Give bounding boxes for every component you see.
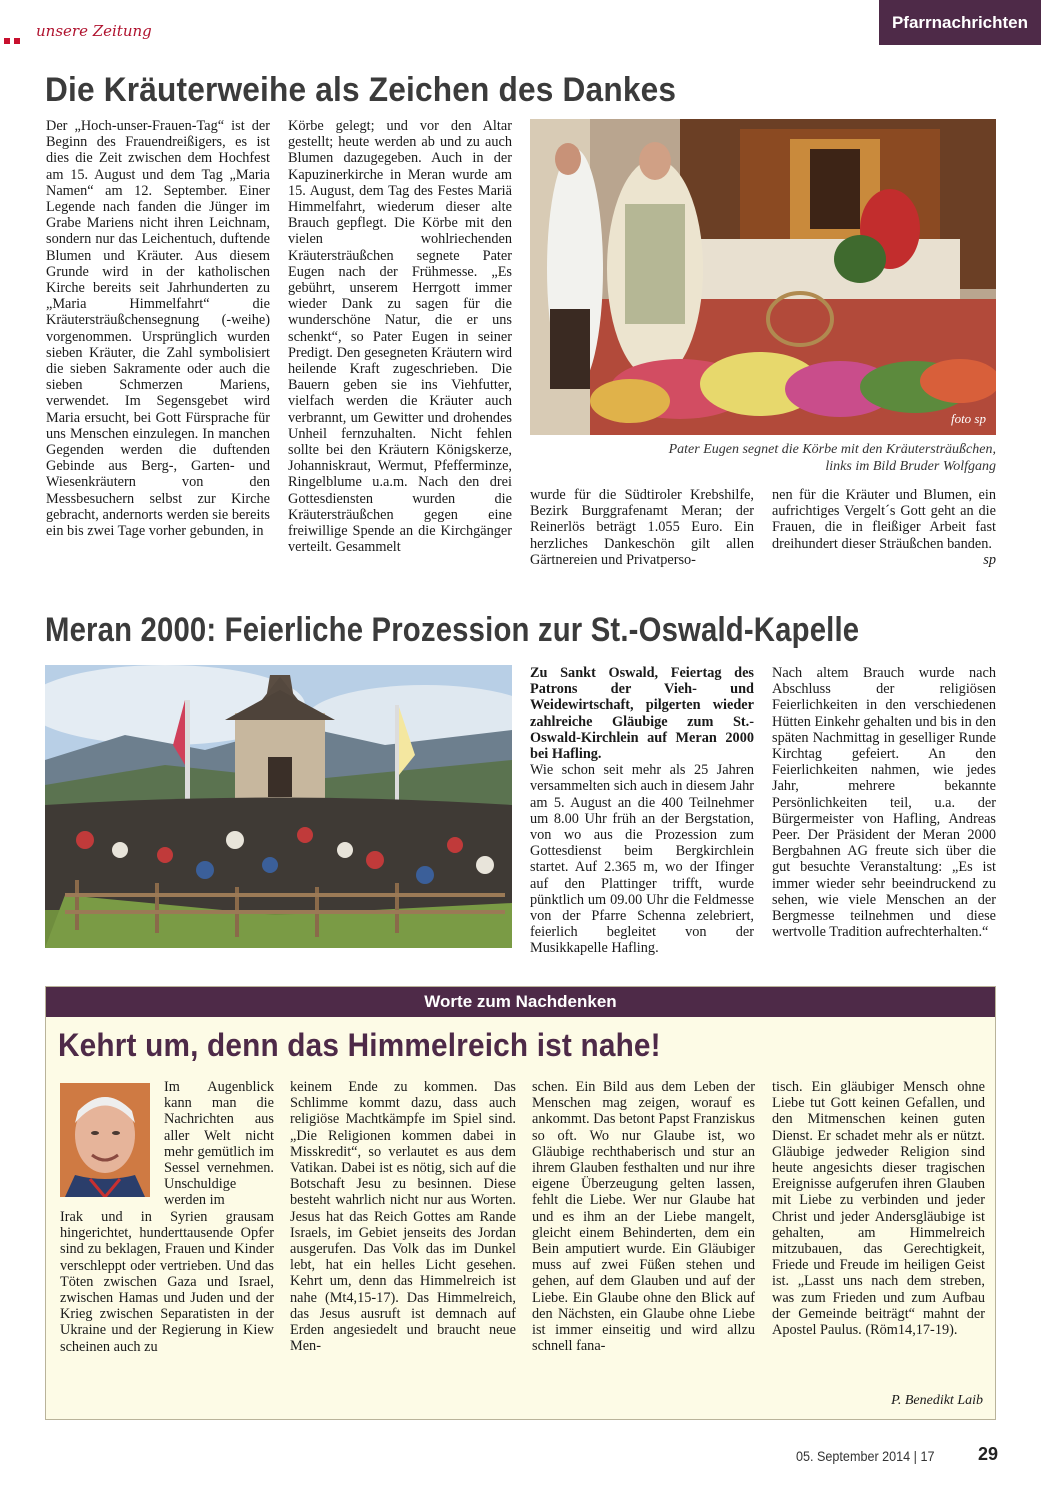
article2-headline: Meran 2000: Feierliche Prozession zur St.-Oswald-Kapelle (45, 611, 860, 649)
reflection-box-header: Worte zum Nachdenken (46, 987, 995, 1017)
reflection-col1-text: Irak und in Syrien grausam hingerichtet, hunderttausende Opfer sind zu beklagen, Frauen und Kinder verschleppt oder vertrieben. Und das Töten zwischen Gaza und Israel, zwischen Hamas und Juden und der Krieg zwischen Separatisten in der Ukraine und der Regierung in Kiew scheinen auch zu (60, 1209, 274, 1355)
article1-headline: Die Kräuterweihe als Zeichen des Dankes (45, 71, 677, 109)
reflection-col2-text: keinem Ende zu kommen. Das Schlimme kommt dazu, dass auch religiöse Machtkämpfe im Spiel sind. „Die Religionen kommen dabei in Misskredit“, so verlautet es aus dem Vatikan. Dabei ist es nötig, sich auf die Botschaft Jesu zu besinnen. Diese besteht wahrlich nicht nur aus Worten. Jesus hat das Reich Gottes am Rande Israels, im Gebiet jenseits des Jordan ausgerufen. Das Volk das im Dunkel lebt, hat ein helles Licht gesehen. Kehrt um, denn das Himmelreich ist nahe (Mt4,15-17). Das Himmelreich, das Jesus ausruft ist demnach auf Erden angesiedelt und braucht neue Men- (290, 1079, 516, 1355)
church-photo-caption (530, 441, 996, 475)
article2-col1 (530, 665, 754, 957)
footer-date: 05. September 2014 | 17 (796, 1448, 935, 1464)
header-dots (4, 31, 24, 49)
article1-col3-text: wurde für die Südtiroler Krebshilfe, Bezirk Burggrafenamt Meran; der Reinerlös beträgt 1.055 Euro. Ein herzliches Dankeschön gilt allen Gärtnereien und Privatperso- (530, 487, 754, 568)
article2-col2-text: Nach altem Brauch wurde nach Abschluss der religiösen Feierlichkeiten in den verschiedenen Hütten Einkehr gehalten und bis in den späten Nachmittag in geselliger Runde Kirchtag gefeiert. An den Feierlichkeiten nahmen, wie jedes Jahr, mehrere bekannte Persönlichkeiten teil, u.a. der Bürgermeister von Hafling, Andreas Peer. Der Präsident der Meran 2000 Bergbahnen AG freute sich über die gut besuchte Veranstaltung: „Es ist immer wieder sehr beeindruckend zu sehen, wie viele Menschen an der Bergmesse teilnehmen und diese wertvolle Tradition aufrechterhalten.“ (772, 665, 996, 941)
article2-col1-body: Wie schon seit mehr als 25 Jahren versammelten sich auch in diesem Jahr am 5. August an die 400 Teilnehmer um 8.00 Uhr früh an der Bergstation, von wo aus die Prozession zum Gottesdienst beim Bergkirchlein startet. Auf 2.365 m, wo der Ifinger auf den Plattinger trifft, wurde pünktlich um 09.00 Uhr die Feldmesse von der Pfarre Schenna zelebriert, feierlich begleitet von der Musikkapelle Hafling. (530, 762, 754, 957)
reflection-col4-text: tisch. Ein gläubiger Mensch ohne Liebe tut Gott keinen Gefallen, und den Mitmenschen keinen guten Dienst. Er schadet mehr als er nützt. Gläubige jedweder Religion sind heute angesichts dieser tragischen Ereignisse aufgerufen ihren Glauben mit Liebe zu verbinden und jeder Christ und jeder Andersgläubige ist gehalten, am Himmelreich mitzubauen, das Gerechtigkeit, Friede und Freude im heiligen Geist ist. „Lasst uns nach dem streben, was zum Frieden und zum Aufbau der Gemeinde beiträgt“ mahnt der Apostel Paulus. (Röm14,17-19). (772, 1079, 985, 1339)
page-number: 29 (978, 1444, 999, 1464)
reflection-col2 (290, 1079, 516, 1354)
reflection-col1-short (164, 1079, 274, 1209)
article1-col2 (288, 118, 512, 568)
article1-col1 (46, 118, 270, 568)
reflection-col1-intro: Im Augenblick kann man die Nachrichten aus aller Welt nicht mehr gemütlich im Sessel vernehmen. Unschuldige werden im (164, 1079, 274, 1209)
article1-col4-text: nen für die Kräuter und Blumen, ein aufrichtiges Vergelt´s Gott geht an die Frauen, die in fleißiger Arbeit fast dreihundert dieser Sträußchen banden. (772, 487, 996, 552)
author-portrait (60, 1083, 150, 1197)
reflection-author: P. Benedikt Laib (891, 1393, 983, 1408)
article2-col2 (772, 665, 996, 940)
article1-col2-text: Körbe gelegt; und vor den Altar gestellt; heute werden ab und zu auch Blumen dazugegeben. Auch in der Kapuzinerkirche in Meran wurde am 15. August, dem Tag des Festes Mariä Himmelfahrt, wiederum dieser alte Brauch gepflegt. Die Körbe mit den vielen wohlriechenden Kräutersträußchen segnete Pater Eugen nach der Frühmesse. „Es gebührt, unserem Herrgott immer wieder Dank zu sagen für die wunderschöne Natur, die er uns schenkt“, so Pater Eugen in seiner Predigt. Den gesegneten Kräutern wird heilende Kraft zugeschrieben. Die Bauern geben sie ins Viehfutter, vielfach werden die Kräuter auch verbrannt, um Gewitter und drohendes Unheil fernzuhalten. Nicht fehlen sollte bei den Kräutern Königskerze, Johanniskraut, Wermut, Pfefferminze, Ringelblume u.a.m. Nach den drei Gottesdiensten wurden die Kräutersträußchen gegen eine freiwillige Spende an die Kirchgänger verteilt. Gesammelt (288, 118, 512, 556)
photo-credit: foto sp (950, 411, 986, 426)
reflection-col3 (532, 1079, 755, 1354)
article1-col1-text: Der „Hoch-unser-Frauen-Tag“ ist der Beginn des Frauendreißigers, es ist dies die Zeit zwischen dem Hochfest am 15. August und dem Tag „Maria Namen“ am 12. September. Einer Legende nach fanden die Jünger im Grabe Mariens nicht ihren Leichnam, sondern nur das Leichentuch, duftende Blumen und Kräuter. Aus diesem Grunde wird in der katholischen Kirche bereits seit Jahrhunderten zu „Maria Himmelfahrt“ die Kräutersträußchensegnung (-weihe) vorgenommen. Ursprünglich wurden sieben Kräuter, die Zahl symbolisiert die sieben Sakramente oder auch die sieben Schmerzen Mariens, verwendet. Im Segensgebet wird Maria ersucht, bei Gott Fürsprache für uns Menschen einzulegen. In manchen Gegenden werden die duftenden Gebinde aus Berg-, Garten- und Wiesenkräutern von den Messbesuchern selbst zur Kirche gebracht, andernorts werden sie bereits ein bis zwei Tage vorher gebunden, in (46, 118, 270, 540)
publication-logo: unsere Zeitung (36, 22, 152, 40)
article2-lead: Zu Sankt Oswald, Feiertag des Patrons der Vieh- und Weidewirtschaft, pilgerten wieder zahlreiche Gläubige zum St.-Oswald-Kirchlein auf Meran 2000 bei Hafling. (530, 665, 754, 763)
article1-col4 (772, 487, 996, 568)
church-photo (530, 119, 996, 435)
section-tab: Pfarrnachrichten (879, 0, 1041, 45)
caption-line-2: links im Bild Bruder Wolfgang (825, 459, 996, 474)
reflection-col4 (772, 1079, 985, 1338)
reflection-box (45, 986, 996, 1420)
author-portrait-illustration (60, 1083, 150, 1197)
church-photo-illustration (530, 119, 996, 435)
article1-col3 (530, 487, 754, 568)
reflection-col3-text: schen. Ein Bild aus dem Leben der Menschen mag zeigen, worauf es ankommt. Das betont Papst Franziskus so oft. Wo nur Glaube ist, wo Gläubige rechthaberisch und stur an ihrem Glauben festhalten und nur ihre eigene Überzeugung gelten lassen, fehlt die Liebe. Wer nur Glaube hat und es ihm an der Liebe mangelt, gleicht einem Behinderten, dem ein Bein amputiert wurde. Ein Gläubiger muss auf zwei Füßen stehen und gehen, auf dem Glauben und auf der Liebe. Ein Glaube ohne den Blick auf den Nächsten, ein Glaube ohne Liebe ist immer einseitig und wird allzu schnell fana- (532, 1079, 755, 1355)
chapel-photo-illustration (45, 665, 512, 948)
caption-line-1: Pater Eugen segnet die Körbe mit den Kräutersträußchen, (668, 442, 996, 457)
reflection-col1-rest (60, 1209, 274, 1355)
article1-signature: sp (983, 551, 996, 568)
reflection-headline: Kehrt um, denn das Himmelreich ist nahe! (58, 1027, 661, 1063)
chapel-photo (45, 665, 512, 948)
